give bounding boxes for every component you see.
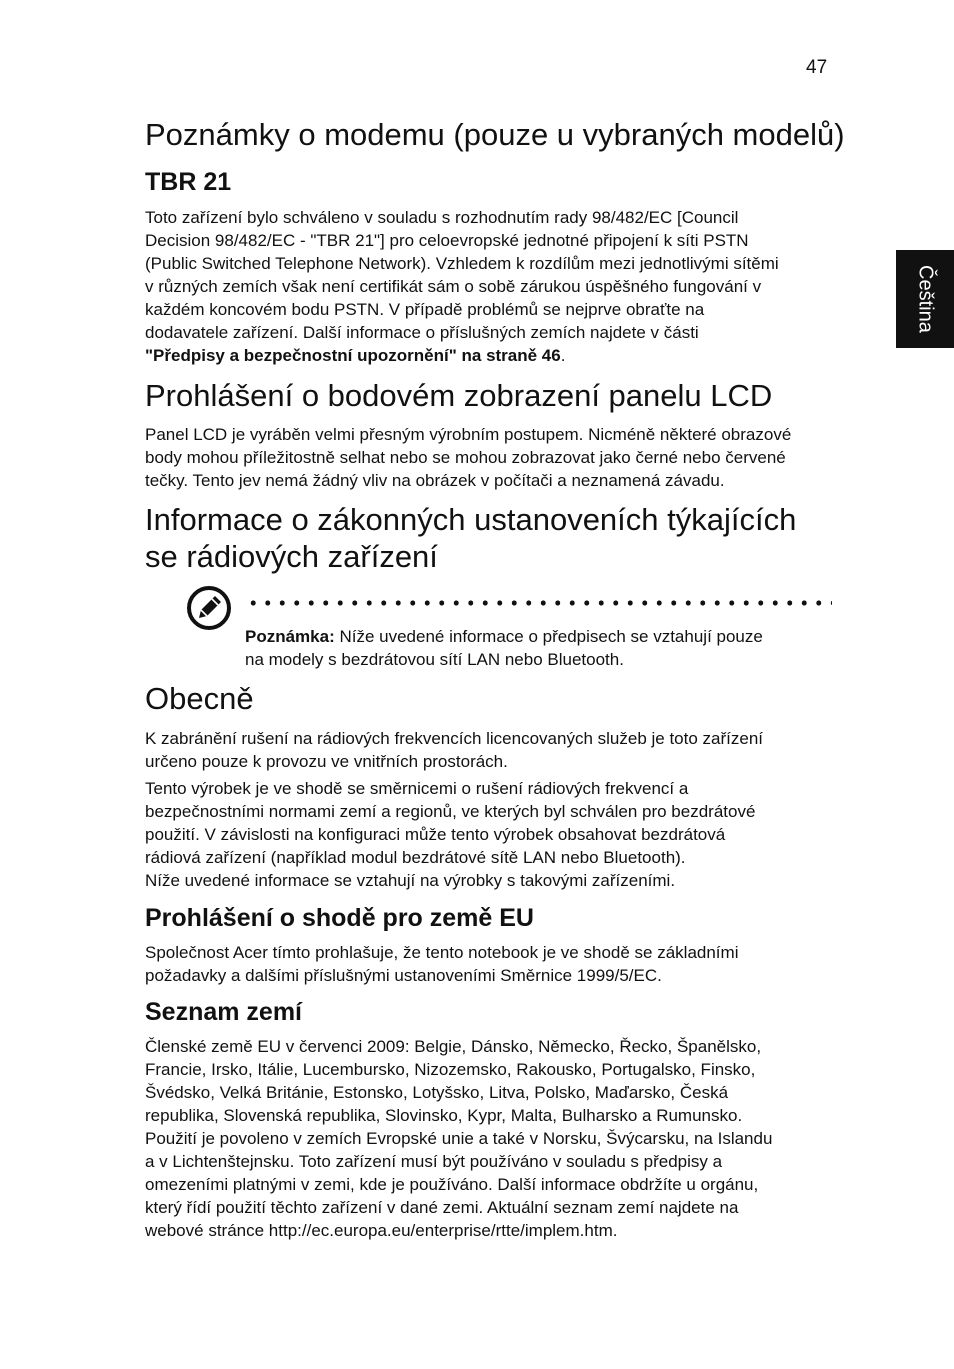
text-line: dodavatele zařízení. Další informace o příslušných zemích najdete v části <box>145 323 699 342</box>
general-heading: Obecně <box>145 681 254 716</box>
note-pen-icon <box>186 585 232 631</box>
text-line: požadavky a dalšími příslušnými ustanoveními Směrnice 1999/5/EC. <box>145 966 662 985</box>
text-line: v různých zemích však není certifikát sám o sobě zárukou úspěšného fungování v <box>145 277 762 296</box>
text-line: a v Lichtenštejnsku. Toto zařízení musí být používáno v souladu s předpisy a <box>145 1152 723 1171</box>
text-line: omezeními platnými v zemi, kde je používáno. Další informace obdržíte u orgánu, <box>145 1175 759 1194</box>
note-line: na modely s bezdrátovou sítí LAN nebo Bluetooth. <box>245 650 624 669</box>
text-line: (Public Switched Telephone Network). Vzhledem k rozdílům mezi jednotlivými sítěmi <box>145 254 779 273</box>
text-line: Členské země EU v červenci 2009: Belgie, Dánsko, Německo, Řecko, Španělsko, <box>145 1037 762 1056</box>
text-line: Panel LCD je vyráběn velmi přesným výrobním postupem. Nicméně některé obrazové <box>145 425 792 444</box>
general-paragraph-2 <box>145 777 835 892</box>
text-line: Společnost Acer tímto prohlašuje, že tento notebook je ve shodě se základními <box>145 943 739 962</box>
text-line: každém koncovém bodu PSTN. V případě problémů se nejprve obraťte na <box>145 300 705 319</box>
text-line: který řídí použití těchto zařízení v dané zemi. Aktuální seznam zemí najdete na <box>145 1198 739 1217</box>
text-line: Švédsko, Velká Británie, Estonsko, Lotyšsko, Litva, Polsko, Maďarsko, Česká <box>145 1083 729 1102</box>
text-line <box>145 344 835 367</box>
text-line: Použití je povoleno v zemích Evropské unie a také v Norsku, Švýcarsku, na Islandu <box>145 1129 773 1148</box>
note-text <box>245 625 825 671</box>
language-tab <box>896 250 954 348</box>
heading-line: Informace o zákonných ustanoveních týkajících <box>145 502 797 537</box>
page-number: 47 <box>806 57 828 78</box>
note-divider <box>246 600 832 606</box>
note-line <box>245 625 825 648</box>
text-line: bezpečnostními normami zemí a regionů, ve kterých byl schválen pro bezdrátové <box>145 802 756 821</box>
countries-paragraph <box>145 1035 835 1242</box>
text-line: republika, Slovenská republika, Slovinsko, Kypr, Malta, Bulharsko a Rumunsko. <box>145 1106 743 1125</box>
text-line: webové stránce http://ec.europa.eu/enterprise/rtte/implem.htm. <box>145 1221 618 1240</box>
radio-heading <box>145 501 796 575</box>
eu-paragraph <box>145 941 835 987</box>
text-line: Tento výrobek je ve shodě se směrnicemi o rušení rádiových frekvencí a <box>145 779 689 798</box>
text-line: určeno pouze k provozu ve vnitřních prostorách. <box>145 752 508 771</box>
heading-line: se rádiových zařízení <box>145 539 438 574</box>
countries-heading: Seznam zemí <box>145 998 303 1026</box>
text-tail: . <box>560 346 566 365</box>
cross-reference-link[interactable]: "Předpisy a bezpečnostní upozornění" na straně 46 <box>145 346 561 365</box>
note-line-rest: Níže uvedené informace o předpisech se vztahují pouze <box>334 627 763 646</box>
eu-heading: Prohlášení o shodě pro země EU <box>145 904 534 932</box>
text-line: body mohou příležitostně selhat nebo se mohou zobrazovat jako černé nebo červené <box>145 448 786 467</box>
lcd-heading: Prohlášení o bodovém zobrazení panelu LCD <box>145 378 773 413</box>
text-line: tečky. Tento jev nemá žádný vliv na obrázek v počítači a neznamená závadu. <box>145 471 725 490</box>
text-line: Níže uvedené informace se vztahují na výrobky s takovými zařízeními. <box>145 871 676 890</box>
text-line: Francie, Irsko, Itálie, Lucembursko, Nizozemsko, Rakousko, Portugalsko, Finsko, <box>145 1060 756 1079</box>
text-line: K zabránění rušení na rádiových frekvencích licencovaných služeb je toto zařízení <box>145 729 764 748</box>
note-label: Poznámka: <box>245 627 335 646</box>
text-line: použití. V závislosti na konfiguraci může tento výrobek obsahovat bezdrátová <box>145 825 726 844</box>
text-line: rádiová zařízení (například modul bezdrátové sítě LAN nebo Bluetooth). <box>145 848 686 867</box>
text-line: Toto zařízení bylo schváleno v souladu s rozhodnutím rady 98/482/EC [Council <box>145 208 739 227</box>
tbr-paragraph <box>145 206 835 367</box>
modem-heading: Poznámky o modemu (pouze u vybraných modelů) <box>145 117 845 152</box>
language-tab-label: Čeština <box>914 265 937 333</box>
lcd-paragraph <box>145 423 835 492</box>
general-paragraph-1 <box>145 727 835 773</box>
tbr-heading: TBR 21 <box>145 168 232 196</box>
text-line: Decision 98/482/EC - "TBR 21"] pro celoevropské jednotné připojení k síti PSTN <box>145 231 749 250</box>
